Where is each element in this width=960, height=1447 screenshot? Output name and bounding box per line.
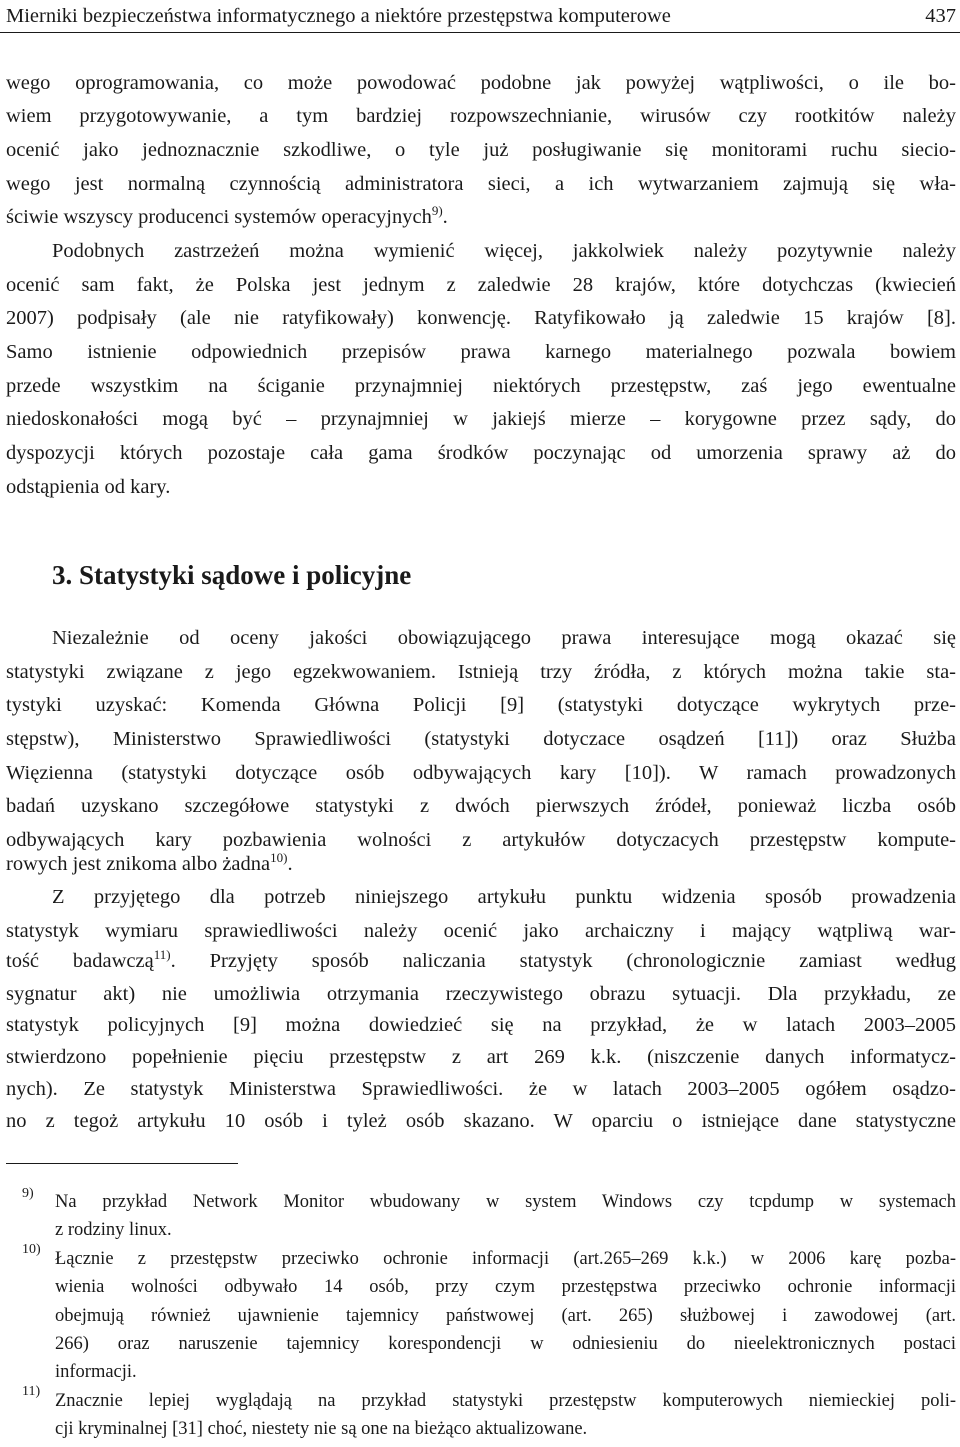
footnote-ref: 11) xyxy=(153,947,171,962)
text-line: 2007) podpisały (ale nie ratyfikowały) konwencję. Ratyfikowało ją zaledwie 15 krajów [8]. xyxy=(6,307,956,329)
text-line: statystyk policyjnych [9] można dowiedzieć się na przykład, że w latach 2003–2005 xyxy=(6,1014,956,1036)
running-header xyxy=(6,2,956,30)
text-line: wiem przygotowywanie, a tym bardziej rozpowszechnianie, wirusów czy rootkitów należy xyxy=(6,105,956,127)
page-number: 437 xyxy=(925,5,956,27)
text-line: odbywających kary pozbawienia wolności z artykułów dotyczacych przestępstw kompute- xyxy=(6,829,956,851)
text-line: Samo istnienie odpowiednich przepisów prawa karnego materialnego pozwala bowiem xyxy=(6,341,956,363)
text-line: odstąpienia od kary. xyxy=(6,476,171,498)
text-line: stępstw), Ministerstwo Sprawiedliwości (statystyki dotyczace osądzeń [11]) oraz Służba xyxy=(6,728,956,750)
line-text: ściwie wszyscy producenci systemów operacyjnych xyxy=(6,206,432,228)
text-line: tystyki uzyskać: Komenda Główna Policji [9] (statystyki dotyczące wykrytych prze- xyxy=(6,694,956,716)
text-line: Niezależnie od oceny jakości obowiązującego prawa interesujące mogą okazać się xyxy=(52,627,956,649)
footnote-mark: 9) xyxy=(22,1186,34,1201)
text-line: no z tegoż artykułu 10 osób i tyleż osób skazano. W oparciu o istniejące dane statystyczne xyxy=(6,1110,956,1132)
footnote-mark: 11) xyxy=(22,1384,41,1399)
footnote-line: wienia wolności odbywało 14 osób, przy czym przestępstwa przeciwko ochronie informacji xyxy=(55,1277,956,1297)
text-line: dyspozycji których pozostaje cała gama środków poczynając od umorzenia sprawy aż do xyxy=(6,442,956,464)
line-text: tość badawczą xyxy=(6,950,154,972)
text-line: niedoskonałości mogą być – przynajmniej w jakiejś mierze – korygowne przez sądy, do xyxy=(6,408,956,430)
footnote-ref: 9) xyxy=(431,203,443,218)
text-line: badań uzyskano szczegółowe statystyki z dwóch pierwszych źródeł, ponieważ liczba osób xyxy=(6,795,956,817)
footnote-mark: 10) xyxy=(22,1242,41,1257)
footnote-line: 266) oraz naruszenie tajemnicy korespondencji w odniesieniu do nieelektronicznych postaci xyxy=(55,1334,956,1354)
text-line: sygnatur akt) nie umożliwia otrzymania rzeczywistego obrazu sytuacji. Dla przykładu, ze xyxy=(6,983,956,1005)
footnote-line: Na przykład Network Monitor wbudowany w system Windows czy tcpdump w systemach xyxy=(55,1192,956,1212)
text-line: Z przyjętego dla potrzeb niniejszego artykułu punktu widzenia sposób prowadzenia xyxy=(52,886,956,908)
text-line: ocenić sam fakt, że Polska jest jednym z zaledwie 28 krajów, które dotychczas (kwiecień xyxy=(6,274,956,296)
footnote-line: cji kryminalnej [31] choć, niestety nie są one na bieżąco aktualizowane. xyxy=(55,1419,588,1439)
footnote-rule xyxy=(6,1163,238,1164)
footnote-line: z rodziny linux. xyxy=(55,1220,172,1240)
text-line: statystyki związane z jego egzekwowaniem. Istnieją trzy źródła, z których można takie sta- xyxy=(6,661,956,683)
section-heading: 3. Statystyki sądowe i policyjne xyxy=(52,560,412,590)
text-line: stwierdzono popełnienie pięciu przestępstw z art 269 k.k. (niszczenie danych informatycz- xyxy=(6,1046,956,1068)
footnote-line: Łącznie z przestępstw przeciwko ochronie informacji (art.265–269 k.k.) w 2006 karę pozba- xyxy=(55,1249,956,1269)
text-line: Więzienna (statystyki dotyczące osób odbywających kary [10]). W ramach prowadzonych xyxy=(6,762,956,784)
footnote-line: Znacznie lepiej wyglądają na przykład statystyki przestępstw komputerowych niemieckiej poli- xyxy=(55,1391,956,1411)
line-text: . xyxy=(442,206,448,228)
footnote-ref: 10) xyxy=(270,850,288,865)
running-title: Mierniki bezpieczeństwa informatycznego a niektóre przestępstwa komputerowe xyxy=(6,5,671,27)
text-line: wego jest normalną czynnością administratora sieci, a ich wytwarzaniem zajmują się wła- xyxy=(6,173,956,195)
text-line: statystyk wymiaru sprawiedliwości należy ocenić jako archaiczny i mający wątpliwą war- xyxy=(6,920,956,942)
line-text: . Przyjęty sposób naliczania statystyk (chronologicznie zamiast według xyxy=(170,950,956,972)
header-rule xyxy=(0,32,960,33)
text-line: ocenić jako jednoznacznie szkodliwe, o tyle już posługiwanie się monitorami ruchu siecio- xyxy=(6,139,956,161)
footnote-line: obejmują również ujawnienie tajemnicy państwowej (art. 265) służbowej i zawodowej (art. xyxy=(55,1306,956,1326)
text-line: nych). Ze statystyk Ministerstwa Sprawiedliwości. że w latach 2003–2005 ogółem osądzo- xyxy=(6,1078,956,1100)
text-line xyxy=(6,948,956,974)
text-line xyxy=(6,204,448,230)
text-line: przede wszystkim na ściganie przynajmniej niektórych przestępstw, zaś jego ewentualne xyxy=(6,375,956,397)
text-line: wego oprogramowania, co może powodować podobne jak powyżej wątpliwości, o ile bo- xyxy=(6,72,956,94)
line-text: rowych jest znikoma albo żadna xyxy=(6,853,271,875)
text-line: Podobnych zastrzeżeń można wymienić więcej, jakkolwiek należy pozytywnie należy xyxy=(52,240,956,262)
footnote-line: informacji. xyxy=(55,1362,137,1382)
line-text: . xyxy=(287,853,293,875)
text-line xyxy=(6,851,293,877)
